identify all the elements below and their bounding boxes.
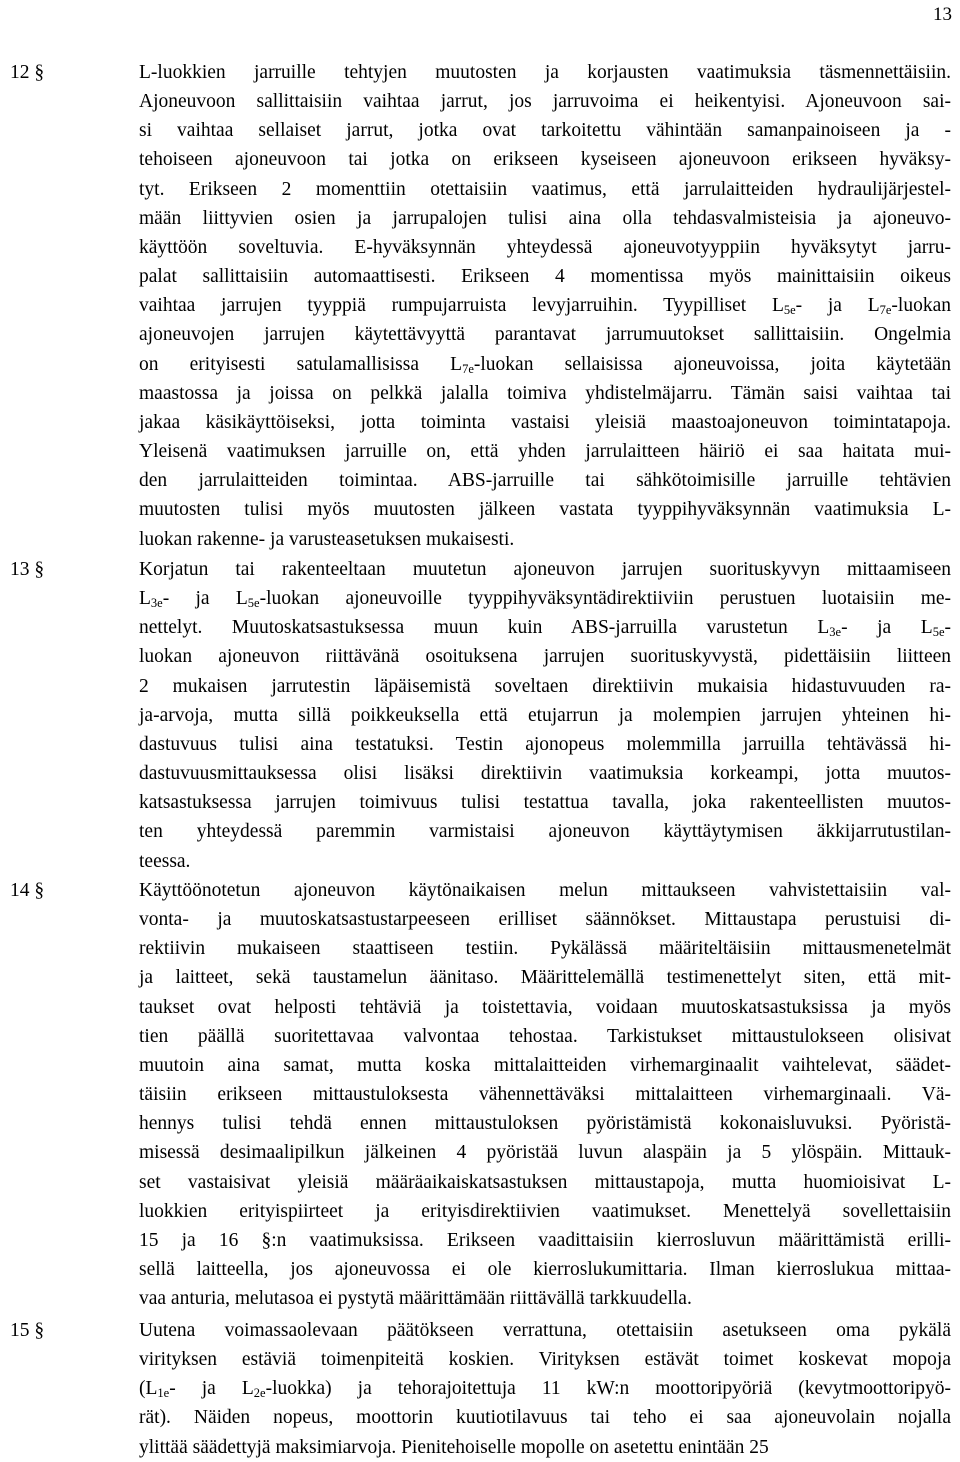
text-line (139, 1197, 951, 1226)
text-run: tien päällä suoritettavaa valvontaa tehostaa. Tarkistukset mittaustulokseen olisivat (139, 1025, 951, 1047)
text-run: luokkien erityispiirteet ja erityisdirektiivien vaatimukset. Menettelyä sovellettaisiin (139, 1200, 951, 1222)
text-line (139, 204, 951, 233)
text-line (139, 525, 951, 554)
text-run: palat sallittaisiin automaattisesti. Erikseen 4 momentissa myös mainittaisiin oikeus (139, 266, 951, 288)
text-line (139, 1022, 951, 1051)
text-line (139, 495, 951, 524)
section-number: 14 § (10, 880, 45, 901)
text-run: sellä laitteella, jos ajoneuvossa ei ole kierroslukumittaria. Ilman kierroslukua mittaa- (139, 1259, 951, 1281)
text-run: täisiin erikseen mittaustuloksesta vähennettäväksi mittalaitteen virhemarginaali. Vä- (139, 1084, 951, 1106)
subscript: 7e (462, 361, 474, 376)
text-run: dastuvuus tulisi aina testatuksi. Testin ajonopeus molemmilla jarruilla tehtävässä hi- (139, 733, 951, 755)
text-run: hennys tulisi tehdä ennen mittaustuloksen pyöristämistä kokonaisluvuksi. Pyöristä- (139, 1113, 951, 1135)
text-run: (L (139, 1378, 158, 1400)
text-line (139, 1138, 951, 1167)
text-run: ja-arvoja, mutta sillä poikkeuksella että etujarrun ja molempien jarrujen yhteinen hi- (139, 704, 951, 726)
section-number: 12 § (10, 62, 45, 83)
text-run: Ajoneuvoon sallittaisiin vaihtaa jarrut, jos jarruvoima ei heikentyisi. Ajoneuvoon sai- (139, 91, 951, 113)
text-run: - ja L (162, 588, 248, 610)
text-run: muutosten tulisi myös muutosten jälkeen vastata tyyppihyväksynnän vaatimuksia L- (139, 499, 951, 521)
section-body (139, 876, 951, 1313)
text-run: L-luokkien jarruille tehtyjen muutosten ja korjausten vaatimuksia täsmennettäisiin. (139, 62, 951, 83)
text-run: nettelyt. Muutoskatsastuksessa muun kuin ABS-jarruilla varustetun L (139, 617, 830, 639)
text-line (139, 1374, 951, 1403)
text-line (139, 233, 951, 262)
text-run: set vastaisivat yleisiä määräaikaiskatsastuksen mittaustapoja, mutta huomioisivat L- (139, 1171, 951, 1193)
text-run: on erityisesti satulamallisissa L (139, 353, 463, 375)
text-line (139, 1255, 951, 1284)
text-line (139, 145, 951, 174)
text-line (139, 466, 951, 495)
text-run: taukset ovat helposti tehtäviä ja toistettavia, voidaan muutoskatsastuksissa ja myös (139, 996, 951, 1018)
text-line (139, 1080, 951, 1109)
text-run: rektiivin mukaiseen staattiseen testiin. Pykälässä määriteltäisiin mittausmenetelmät (139, 938, 951, 960)
text-line (139, 379, 951, 408)
text-run: - ja L (795, 295, 880, 317)
section-number: 15 § (10, 1320, 45, 1341)
text-line (139, 876, 951, 905)
text-line (139, 934, 951, 963)
subscript: 5e (247, 596, 260, 611)
text-line (139, 116, 951, 145)
text-run: muutoin aina samat, mutta koska mittalaitteiden virhemarginaalit vaihtelevat, säädet- (139, 1054, 951, 1076)
text-run: ja laitteet, sekä taustamelun äänitaso. Määrittelemällä testimenettelyt siten, että mit- (139, 967, 951, 989)
text-run: rät). Näiden nopeus, moottorin kuutiotilavuus tai teho ei saa ajoneuvolain nojalla (139, 1407, 951, 1429)
text-run: luokan rakenne- ja varusteasetuksen mukaisesti. (139, 528, 515, 550)
text-run: katsastuksessa jarrujen toimivuus tulisi testattua tavalla, joka rakenteellisten muutos- (139, 792, 951, 814)
section-body (139, 555, 951, 876)
text-run: vaihtaa jarrujen tyyppiä rumpujarruista levyjarruihin. Tyypilliset L (139, 295, 784, 317)
text-line (139, 58, 951, 87)
subscript: 5e (932, 625, 945, 640)
text-line (139, 584, 951, 613)
page-number: 13 (933, 4, 952, 25)
text-run: jakaa käsikäyttöiseksi, jotta toiminta vastaisi yleisiä maastoajoneuvon toimintatapoja. (139, 411, 951, 433)
text-run: den jarrulaitteiden toimintaa. ABS-jarruille tai sähkötoimisille jarruille tehtävien (139, 470, 951, 492)
text-run: vonta- ja muutoskatsastustarpeeseen erilliset säännökset. Mittaustapa perustuisi di- (139, 909, 951, 931)
text-run: -luokan (891, 295, 951, 317)
text-run: -luokan sellaisissa ajoneuvoissa, joita käytetään (473, 353, 951, 375)
text-run: 15 ja 16 §:n vaatimuksissa. Erikseen vaadittaisiin kierrosluvun määrittämistä erilli- (139, 1229, 951, 1251)
text-run: ajoneuvojen jarrujen käytettävyyttä parantavat jarrumuutokset sallittaisiin. Ongelmia (139, 324, 951, 346)
text-run: Yleisenä vaatimuksen jarruille on, että yhden jarrulaitteen häiriö ei saa haitata mui- (139, 441, 951, 463)
subscript: 3e (829, 625, 842, 640)
text-run: Uutena voimassaolevaan päätökseen verrattuna, otettaisiin asetukseen oma pykälä (139, 1320, 951, 1341)
text-run: maastossa ja joissa on pelkkä jalalla toimiva yhdistelmäjarru. Tämän saisi vaihtaa tai (139, 382, 951, 404)
text-run: käyttöön soveltuvia. E-hyväksynnän yhteydessä ajoneuvotyyppiin hyväksytyt jarru- (139, 236, 951, 258)
text-run: vaa anturia, melutasoa ei pystytä määrittämään riittävällä tarkkuudella. (139, 1288, 692, 1310)
text-run: 2 mukaisen jarrutestin läpäisemistä soveltaen direktiivin mukaisia hidastuvuuden ra- (139, 675, 951, 697)
section-body (139, 58, 951, 554)
text-run: ten yhteydessä paremmin varmistaisi ajoneuvon käyttäytymisen äkkijarrutustilan- (139, 821, 951, 843)
text-run: mään liittyvien osien ja jarrupalojen tulisi aina olla tehdasvalmisteisia ja ajoneuvo- (139, 207, 951, 229)
text-run: virityksen estäviä toimenpiteitä koskien. Virityksen estävät toimet koskevat mopoja (139, 1349, 951, 1371)
section-number: 13 § (10, 559, 45, 580)
text-line (139, 1433, 951, 1462)
text-run: -luokan ajoneuvoille tyyppihyväksyntädirektiiviin perustuen luotaisiin me- (259, 588, 952, 610)
text-line (139, 847, 951, 876)
text-line (139, 408, 951, 437)
text-line (139, 963, 951, 992)
text-run: -luokka) ja tehorajoitettuja 11 kW:n moottoripyöriä (kevytmoottoripyö- (265, 1378, 951, 1400)
text-run: - (944, 617, 951, 639)
text-line (139, 1051, 951, 1080)
text-line (139, 1168, 951, 1197)
text-line (139, 1284, 951, 1313)
subscript: 2e (253, 1386, 266, 1401)
text-line (139, 672, 951, 701)
text-run: Käyttöönotetun ajoneuvon käytönaikaisen melun mittaukseen vahvistettaisiin val- (139, 880, 951, 901)
text-line (139, 1109, 951, 1138)
text-line (139, 642, 951, 671)
text-line (139, 817, 951, 846)
text-line (139, 175, 951, 204)
text-run: L (139, 588, 151, 610)
text-line (139, 1403, 951, 1432)
subscript: 5e (783, 303, 796, 318)
text-run: ylittää säädettyjä maksimiarvoja. Pienitehoiselle mopolle on asetettu enintään 25 (139, 1436, 769, 1458)
text-run: - ja L (841, 617, 933, 639)
text-line (139, 1345, 951, 1374)
text-line (139, 262, 951, 291)
subscript: 3e (150, 596, 163, 611)
text-line (139, 701, 951, 730)
subscript: 1e (157, 1386, 170, 1401)
text-line (139, 291, 951, 320)
text-run: dastuvuusmittauksessa olisi lisäksi direktiivin vaatimuksia korkeampi, jotta muutos- (139, 763, 951, 785)
text-run: tyt. Erikseen 2 momenttiin otettaisiin vaatimus, että jarrulaitteiden hydraulijärjestel- (139, 178, 951, 200)
text-line (139, 905, 951, 934)
text-line (139, 993, 951, 1022)
text-line (139, 350, 951, 379)
subscript: 7e (879, 303, 892, 318)
text-run: Korjatun tai rakenteeltaan muutetun ajoneuvon jarrujen suorituskyvyn mittaamiseen (139, 559, 951, 580)
text-line (139, 1226, 951, 1255)
text-line (139, 87, 951, 116)
text-run: tehoiseen ajoneuvoon tai jotka on erikseen kyseiseen ajoneuvoon erikseen hyväksy- (139, 149, 951, 171)
text-run: si vaihtaa sellaiset jarrut, jotka ovat tarkoitettu vähintään samanpainoiseen ja - (139, 120, 951, 142)
text-line (139, 730, 951, 759)
text-run: luokan ajoneuvon riittävänä osoituksena jarrujen suorituskyvystä, pidettäisiin liitteen (139, 646, 951, 668)
text-run: misessä desimaalipilkun jälkeinen 4 pyöristää luvun alaspäin ja 5 ylöspäin. Mittauk- (139, 1142, 951, 1164)
text-line (139, 759, 951, 788)
text-line (139, 613, 951, 642)
section-body (139, 1316, 951, 1462)
text-line (139, 320, 951, 349)
text-line (139, 788, 951, 817)
text-run: - ja L (169, 1378, 254, 1400)
text-run: teessa. (139, 850, 191, 872)
text-line (139, 1316, 951, 1345)
text-line (139, 437, 951, 466)
text-line (139, 555, 951, 584)
